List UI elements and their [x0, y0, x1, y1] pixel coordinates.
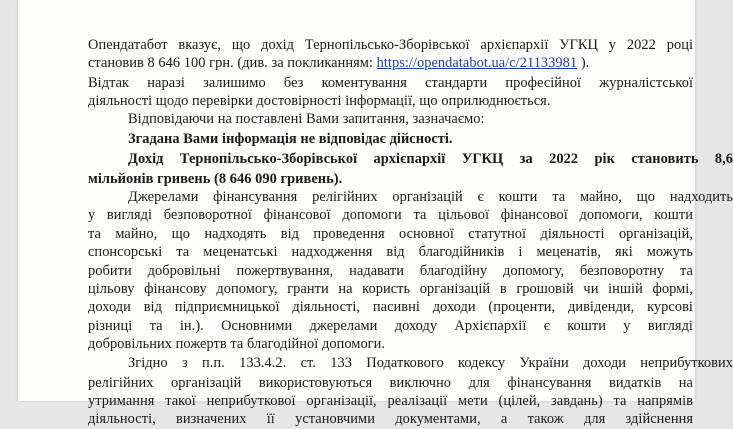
text-segment: Згідно з п.п. 133.4.2. ст. 133 Податкового кодексу України доходи неприбуткових [128, 355, 733, 372]
text-segment: релігійних організацій використовуються виключно для фінансування видатків на [88, 374, 693, 391]
text-segment: діяльності щодо перевірки достовірності інформації, що оприлюднюється. [88, 93, 551, 109]
text-line [88, 392, 693, 410]
text-segment: робити добровільні пожертвування, надавати благодійну допомогу, безповоротну та [88, 262, 693, 279]
text-segment: діяльності, визначених її установчими документами, а також для здійснення [88, 411, 693, 428]
document-page [18, 0, 733, 428]
text-segment: спонсорські та меценатські надходження від благодійників і меценатів, які можуть [88, 244, 693, 261]
text-segment: різниці та ін.). Основними джерелами доходу Архієпархії є кошти у вигляді [88, 317, 693, 334]
text-line [88, 36, 693, 54]
text-line [88, 92, 693, 110]
text-segment: доходи від підприємницької діяльності, пасивні доходи (проценти, дивіденди, курсові [88, 299, 693, 316]
text-segment: становив 8 646 100 грн. (див. за покликанням: [88, 55, 377, 72]
text-line [88, 280, 693, 298]
text-segment: Відтак наразі залишимо без коментування стандарти професійної журналістської [88, 74, 693, 91]
text-line [88, 74, 693, 92]
text-line [88, 130, 733, 148]
text-line [88, 188, 733, 206]
bold-text: Дохід Тернопільсько-Зборівської архієпархії УГКЦ за 2022 рік становить 8,6 [128, 150, 733, 167]
opendatabot-link[interactable]: https://opendatabot.ua/c/21133981 [376, 55, 578, 72]
bold-text: мільйонів гривень (8 646 090 гривень). [88, 170, 343, 187]
text-line [88, 225, 693, 243]
text-segment: Відповідаючи на поставлені Вами запитання, зазначаємо: [128, 111, 485, 128]
text-segment: та майно, що надходять від проведення основної статутної діяльності організацій, [88, 225, 693, 242]
text-line [88, 150, 733, 168]
text-line [88, 243, 693, 261]
text-segment: у вигляді безповоротної фінансової допомоги та цільової фінансової допомоги, кошти [88, 207, 693, 224]
text-line [88, 54, 693, 72]
text-line [88, 317, 693, 335]
text-segment: цільову фінансову допомогу, гранти на користь організацій в грошовій чи іншій формі, [88, 281, 693, 297]
text-line [88, 410, 693, 428]
text-segment: добровільних пожертв та благодійної допомоги. [88, 336, 386, 353]
text-line [88, 354, 733, 372]
text-segment: утримання такої неприбуткової організації, реалізації мети (цілей, завдань) та напрямів [88, 393, 693, 409]
text-line [88, 206, 693, 224]
text-line [88, 262, 693, 280]
text-line [88, 110, 733, 128]
text-line [88, 374, 693, 392]
text-segment: Джерелами фінансування релігійних організацій є кошти та майно, що надходить [128, 189, 733, 205]
text-segment: Опендатабот вказує, що дохід Тернопільсько-Зборівської архієпархії УГКЦ у 2022 році [88, 37, 693, 53]
text-line [88, 298, 693, 316]
text-line [88, 335, 693, 353]
text-segment: ). [577, 55, 590, 72]
text-line [88, 170, 693, 188]
bold-text: Згадана Вами інформація не відповідає дійсності. [128, 131, 453, 148]
